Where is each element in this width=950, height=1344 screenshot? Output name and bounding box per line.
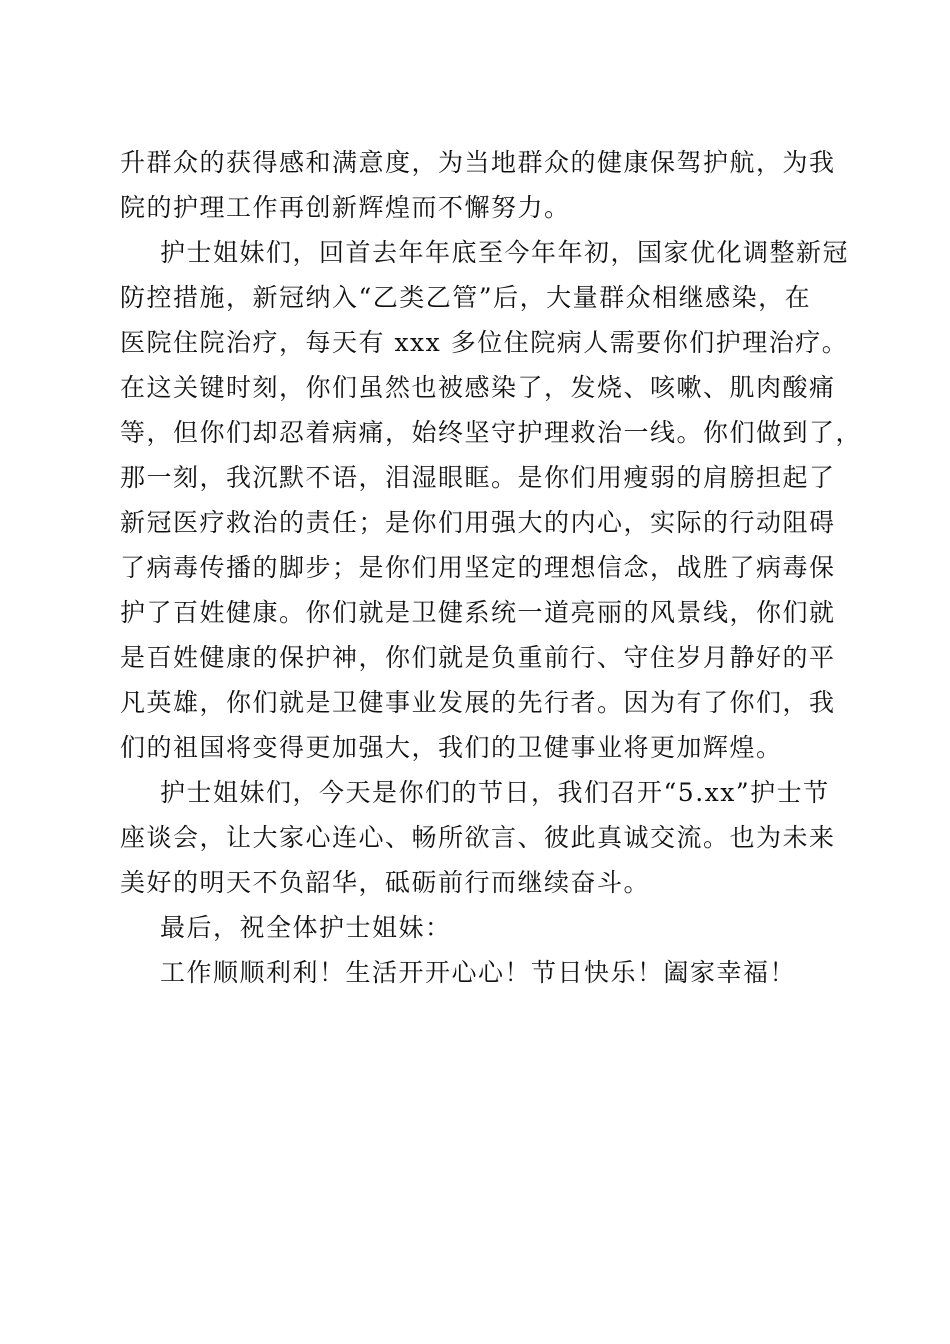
text-line: 是百姓健康的保护神，你们就是负重前行、守住岁月静好的平 xyxy=(120,643,836,672)
text-line: 在这关键时刻，你们虽然也被感染了，发烧、咳嗽、肌肉酸痛 xyxy=(120,373,836,402)
text-line: 那一刻，我沉默不语，泪湿眼眶。是你们用瘦弱的肩膀担起了 xyxy=(120,463,836,492)
text-line: 凡英雄，你们就是卫健事业发展的先行者。因为有了你们，我 xyxy=(120,688,836,717)
text-line: 升群众的获得感和满意度，为当地群众的健康保驾护航，为我 xyxy=(120,148,836,177)
paragraph-start-line: 护士姐妹们，今天是你们的节日，我们召开“5.xx”护士节 xyxy=(160,778,830,807)
text-line: 了病毒传播的脚步；是你们用坚定的理想信念，战胜了病毒保 xyxy=(120,553,836,582)
text-line: 防控措施，新冠纳入“乙类乙管”后，大量群众相继感染，在 xyxy=(120,283,812,312)
paragraph-start-line: 护士姐妹们，回首去年年底至今年年初，国家优化调整新冠 xyxy=(160,238,850,267)
text-line: 等，但你们却忍着病痛，始终坚守护理救治一线。你们做到了， xyxy=(120,418,863,447)
text-line: 美好的明天不负韶华，砥砺前行而继续奋斗。 xyxy=(120,868,651,897)
text-line: 新冠医疗救治的责任；是你们用强大的内心，实际的行动阻碍 xyxy=(120,508,836,537)
text-line: 座谈会，让大家心连心、畅所欲言、彼此真诚交流。也为未来 xyxy=(120,823,836,852)
body-text xyxy=(120,140,863,995)
text-line: 们的祖国将变得更加强大，我们的卫健事业将更加辉煌。 xyxy=(120,733,783,762)
paragraph-start-line: 最后，祝全体护士姐妹： xyxy=(160,913,452,942)
paragraph-start-line: 工作顺顺利利！生活开开心心！节日快乐！阖家幸福！ xyxy=(160,958,797,987)
text-line: 护了百姓健康。你们就是卫健系统一道亮丽的风景线，你们就 xyxy=(120,598,836,627)
text-line: 医院住院治疗，每天有 xxx 多位住院病人需要你们护理治疗。 xyxy=(120,328,849,357)
text-line: 院的护理工作再创新辉煌而不懈努力。 xyxy=(120,193,571,222)
